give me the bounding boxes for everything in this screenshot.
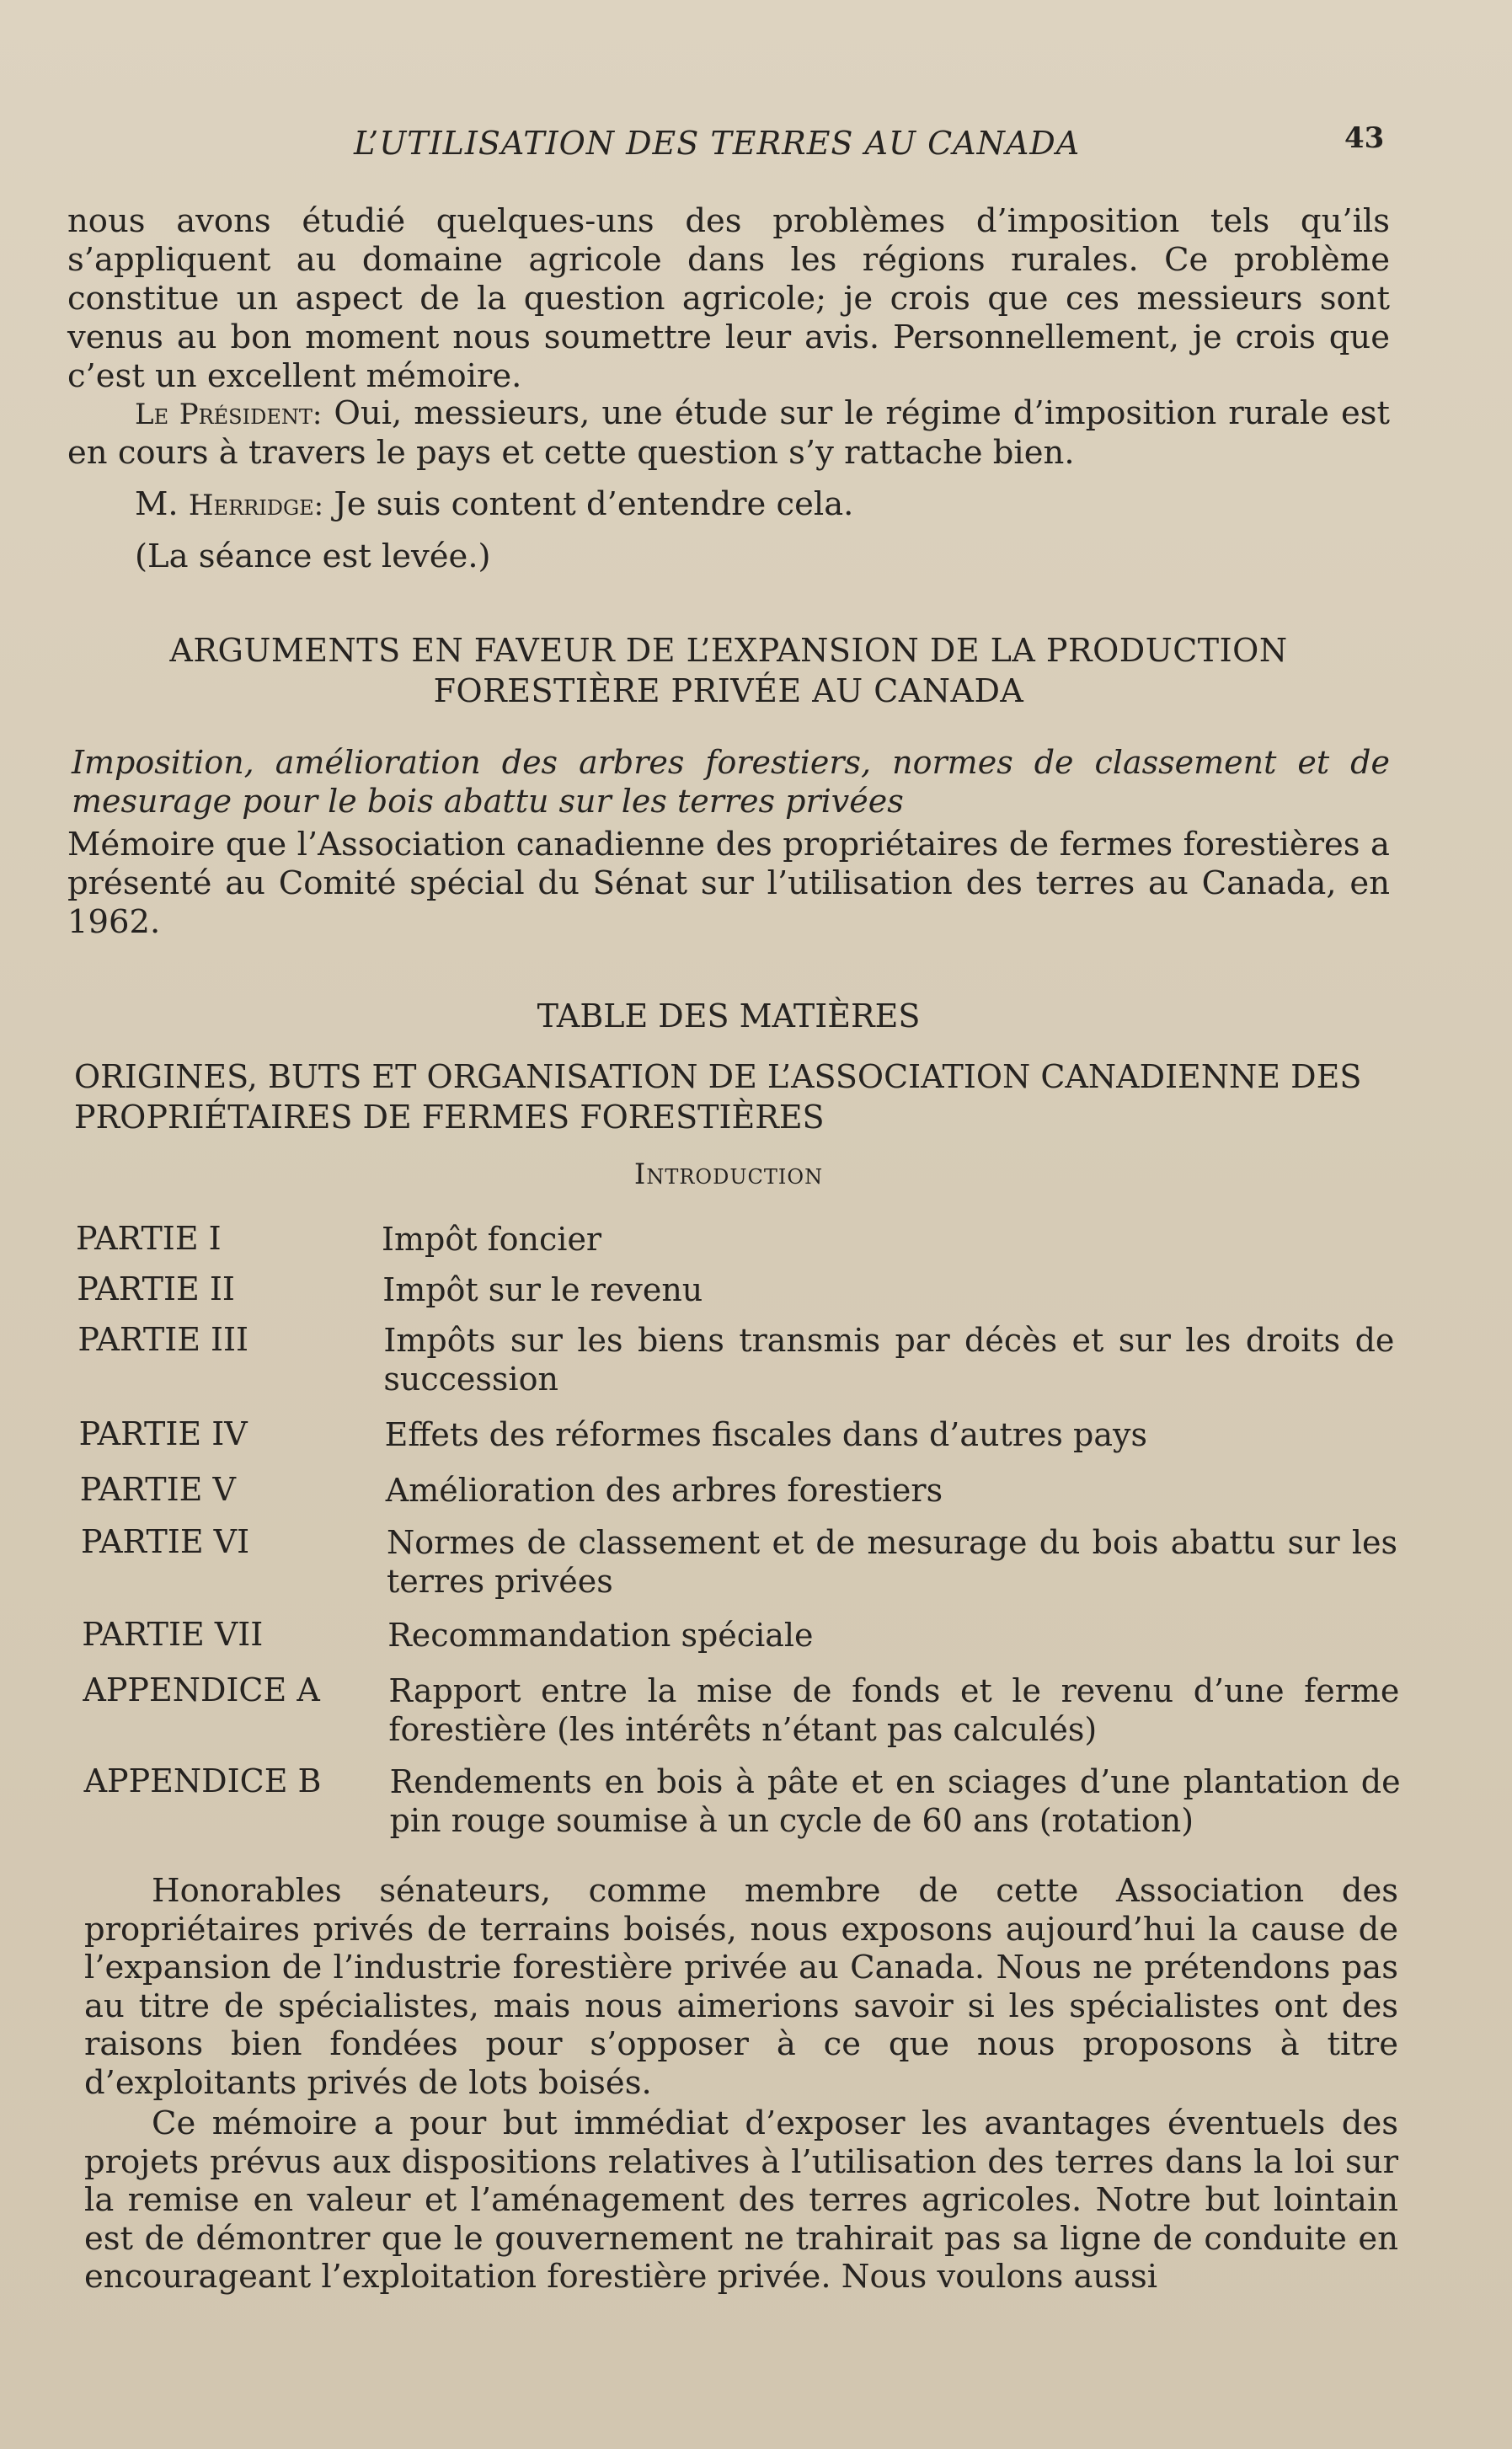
closing-paragraph-1: Honorables sénateurs, comme membre de cette Association des propriétaires privés de terrains boisés, nous exposons aujourd’hui la cause de l’expansion de l’industrie forestière privée au Canada. Nous ne prétendons pas au titre de spécialistes, mais nous aimerions savoir si les spécialistes ont des raisons bien fondées pour s’opposer à ce que nous proposons à titre d’exploitants privés de lots boisés. bbox=[84, 1872, 1398, 2102]
toc-entry-text: Amélioration des arbres forestiers bbox=[385, 1472, 943, 1509]
toc-entry-text: Recommandation spéciale bbox=[387, 1617, 814, 1654]
brief-subtitle: Imposition, amélioration des arbres forestiers, normes de classement et de mesurage pour le bois abattu sur les terres privées bbox=[72, 744, 1390, 820]
brief-title-line-2: FORESTIÈRE PRIVÉE AU CANADA bbox=[433, 672, 1024, 709]
adjournment-note: (La séance est levée.) bbox=[135, 537, 491, 575]
brief-title-line-1: ARGUMENTS EN FAVEUR DE L’EXPANSION DE LA PRODUCTION bbox=[169, 632, 1288, 669]
toc-entry-label: PARTIE III bbox=[77, 1321, 249, 1358]
opening-paragraph: nous avons étudié quelques-uns des problèmes d’imposition tels qu’ils s’appliquent au domaine agricole dans les régions rurales. Ce problème constitue un aspect de la question agricole; je crois que ces messieurs sont venus au bon moment nous soumettre leur avis. Personnellement, je crois que c’est un excellent mémoire. bbox=[67, 202, 1390, 395]
closing-paragraph-2: Ce mémoire a pour but immédiat d’exposer les avantages éventuels des projets prévus aux dispositions relatives à l’utilisation des terres dans la loi sur la remise en valeur et l’aménagement des terres agricoles. Notre but lointain est de démontrer que le gouvernement ne trahirait pas sa ligne de conduite en encourageant l’exploitation forestière privée. Nous voulons aussi bbox=[84, 2104, 1398, 2296]
toc-entry-label: PARTIE V bbox=[79, 1471, 236, 1508]
toc-entry-label: PARTIE VII bbox=[82, 1616, 264, 1653]
president-text: Oui, messieurs, une étude sur le régime d’imposition rurale est en cours à travers le pays et cette question s’y rattache bien. bbox=[67, 394, 1390, 472]
toc-entry-text: Normes de classement et de mesurage du bois abattu sur les terres privées bbox=[387, 1524, 1397, 1600]
herridge-speaker: Herridge: bbox=[188, 489, 324, 522]
toc-entry-text: Rapport entre la mise de fonds et le revenu d’une ferme forestière (les intérêts n’étant pas calculés) bbox=[388, 1672, 1400, 1748]
toc-entry-label: PARTIE II bbox=[77, 1270, 235, 1307]
toc-origins: ORIGINES, BUTS ET ORGANISATION DE L’ASSOCIATION CANADIENNE DES PROPRIÉTAIRES DE FERMES FORESTIÈRES bbox=[74, 1058, 1362, 1136]
toc-entry-label: APPENDICE A bbox=[83, 1671, 320, 1708]
toc-entry-text: Effets des réformes fiscales dans d’autres pays bbox=[384, 1416, 1147, 1453]
president-remark bbox=[67, 394, 1390, 473]
running-header bbox=[0, 121, 1512, 175]
herridge-text: Je suis content d’entendre cela. bbox=[323, 485, 854, 523]
brief-description: Mémoire que l’Association canadienne des propriétaires de fermes forestières a présenté au Comité spécial du Sénat sur l’utilisation des terres au Canada, en 1962. bbox=[67, 826, 1390, 941]
toc-entry-text: Impôts sur les biens transmis par décès et sur les droits de succession bbox=[383, 1322, 1395, 1398]
herridge-remark bbox=[67, 485, 1390, 525]
herridge-prefix: M. bbox=[135, 485, 189, 523]
toc-entry-text: Impôt sur le revenu bbox=[382, 1271, 703, 1308]
toc-entry-label: PARTIE I bbox=[76, 1220, 222, 1257]
running-title: L’UTILISATION DES TERRES AU CANADA bbox=[354, 125, 1081, 162]
toc-introduction: Introduction bbox=[633, 1158, 824, 1191]
president-speaker: Le Président: bbox=[135, 398, 323, 431]
page-number: 43 bbox=[1344, 121, 1385, 155]
toc-entry-label: APPENDICE B bbox=[83, 1762, 322, 1799]
toc-entry-label: PARTIE VI bbox=[81, 1523, 250, 1560]
brief-title bbox=[67, 630, 1390, 711]
toc-entry-text: Rendements en bois à pâte et en sciages d’une plantation de pin rouge soumise à un cycle de 60 ans (rotation) bbox=[389, 1763, 1401, 1839]
toc-title: TABLE DES MATIÈRES bbox=[537, 997, 921, 1035]
toc-entry-label: PARTIE IV bbox=[78, 1415, 248, 1452]
toc-entry-text: Impôt foncier bbox=[382, 1221, 602, 1258]
